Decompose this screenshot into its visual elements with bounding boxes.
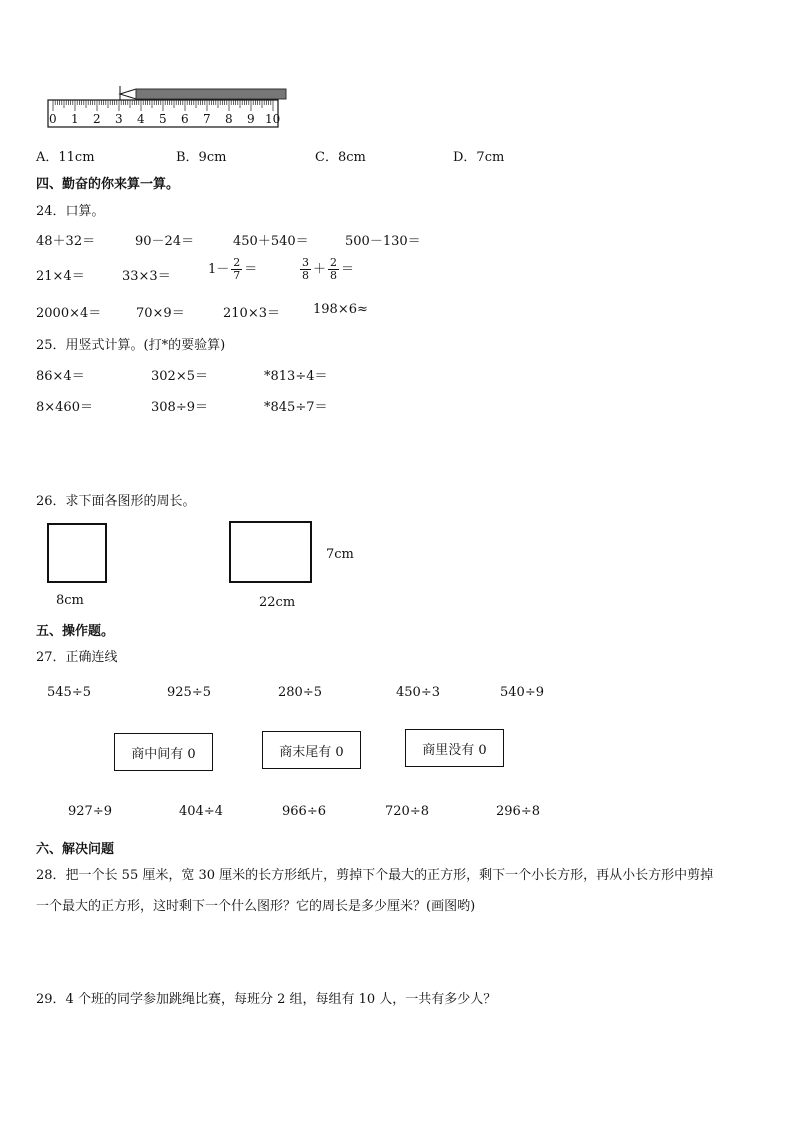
q27-bottom-expr: 404÷4 xyxy=(179,804,223,819)
numerator: 2 xyxy=(233,256,241,269)
q24-expr: 2000×4＝ xyxy=(36,306,102,321)
q28-line-2: 一个最大的正方形，这时剩下一个什么图形？它的周长是多少厘米？(画图哟) xyxy=(36,899,476,914)
q27-bottom-expr: 927÷9 xyxy=(68,804,112,819)
q25-expr: *845÷7＝ xyxy=(264,400,328,415)
q26-title: 26．求下面各图形的周长。 xyxy=(36,494,196,509)
q27-top-expr: 450÷3 xyxy=(396,685,440,700)
ruler-tick-label: 6 xyxy=(181,112,189,126)
q24-expr: 210×3＝ xyxy=(223,306,280,321)
q27-category-box[interactable]: 商末尾有 0 xyxy=(262,731,361,769)
q24-expr: 500－130＝ xyxy=(345,234,421,249)
ruler-tick-label: 7 xyxy=(203,112,211,126)
q27-title: 27．正确连线 xyxy=(36,650,118,665)
q24-expr: 198×6≈ xyxy=(313,302,368,317)
denominator: 8 xyxy=(302,269,309,282)
ruler-tick-label: 0 xyxy=(49,112,57,126)
q27-category-box[interactable]: 商中间有 0 xyxy=(114,733,213,771)
q29-text: 29．4 个班的同学参加跳绳比赛，每班分 2 组，每组有 10 人，一共有多少人？ xyxy=(36,992,497,1007)
fraction xyxy=(300,257,311,282)
square-side-label: 8cm xyxy=(56,593,84,608)
ruler-tick-label: 10 xyxy=(265,112,281,126)
numerator: 2 xyxy=(330,256,338,269)
q24-title: 24．口算。 xyxy=(36,204,105,219)
option-a: A．11cm xyxy=(36,150,95,165)
q27-top-expr: 280÷5 xyxy=(278,685,322,700)
q27-bottom-expr: 296÷8 xyxy=(496,804,540,819)
q24-expr: 90－24＝ xyxy=(135,234,195,249)
section-six-title: 六、解决问题 xyxy=(36,842,115,857)
q27-bottom-expr: 720÷8 xyxy=(385,804,429,819)
q24-expr: 33×3＝ xyxy=(122,269,171,284)
ruler-tick-label: 9 xyxy=(247,112,255,126)
numerator: 3 xyxy=(302,256,309,269)
denominator: 7 xyxy=(233,269,241,282)
option-c: C．8cm xyxy=(315,150,366,165)
q24-expr: 450＋540＝ xyxy=(233,234,309,249)
rectangle-width-label: 22cm xyxy=(259,595,296,610)
ruler-tick-label: 2 xyxy=(93,112,101,126)
q24-fraction-expr xyxy=(208,257,257,282)
option-d: D．7cm xyxy=(453,150,505,165)
ruler-tick-label: 1 xyxy=(71,112,79,126)
q24-expr: 48＋32＝ xyxy=(36,234,96,249)
q24-expr: 70×9＝ xyxy=(136,306,185,321)
denominator: 8 xyxy=(330,269,338,282)
q27-top-expr: 545÷5 xyxy=(47,685,91,700)
ruler-tick-label: 4 xyxy=(137,112,145,126)
q25-expr: 8×460＝ xyxy=(36,400,93,415)
section-five-title: 五、操作题。 xyxy=(36,624,115,639)
q25-expr: 302×5＝ xyxy=(151,369,208,384)
section-four-title: 四、勤奋的你来算一算。 xyxy=(36,177,180,192)
q28-line-1: 28．把一个长 55 厘米，宽 30 厘米的长方形纸片，剪掉下个最大的正方形，剩下一个小长方形，再从小长方形中剪掉 xyxy=(36,868,714,883)
plus-sign: ＋ xyxy=(313,262,327,277)
q27-top-expr: 925÷5 xyxy=(167,685,211,700)
rectangle-shape xyxy=(229,521,312,583)
q24-expr-prefix: 1－ xyxy=(208,262,230,277)
q27-top-expr: 540÷9 xyxy=(500,685,544,700)
q25-expr: 86×4＝ xyxy=(36,369,85,384)
q25-title: 25．用竖式计算。(打*的要验算) xyxy=(36,338,226,353)
q24-expr: 21×4＝ xyxy=(36,269,85,284)
q25-expr: *813÷4＝ xyxy=(264,369,328,384)
ruler-labels xyxy=(48,112,288,128)
option-b: B．9cm xyxy=(176,150,227,165)
fraction xyxy=(328,257,339,282)
fraction xyxy=(231,257,242,282)
equals-sign: ＝ xyxy=(341,262,355,277)
square-shape xyxy=(47,523,107,583)
ruler-tick-label: 5 xyxy=(159,112,167,126)
ruler-tick-label: 8 xyxy=(225,112,233,126)
q24-fraction-sum xyxy=(298,257,354,282)
q27-bottom-expr: 966÷6 xyxy=(282,804,326,819)
ruler-tick-label: 3 xyxy=(115,112,123,126)
q24-expr-suffix: ＝ xyxy=(244,262,258,277)
q27-category-box[interactable]: 商里没有 0 xyxy=(405,729,504,767)
rectangle-height-label: 7cm xyxy=(326,547,354,562)
q25-expr: 308÷9＝ xyxy=(151,400,208,415)
